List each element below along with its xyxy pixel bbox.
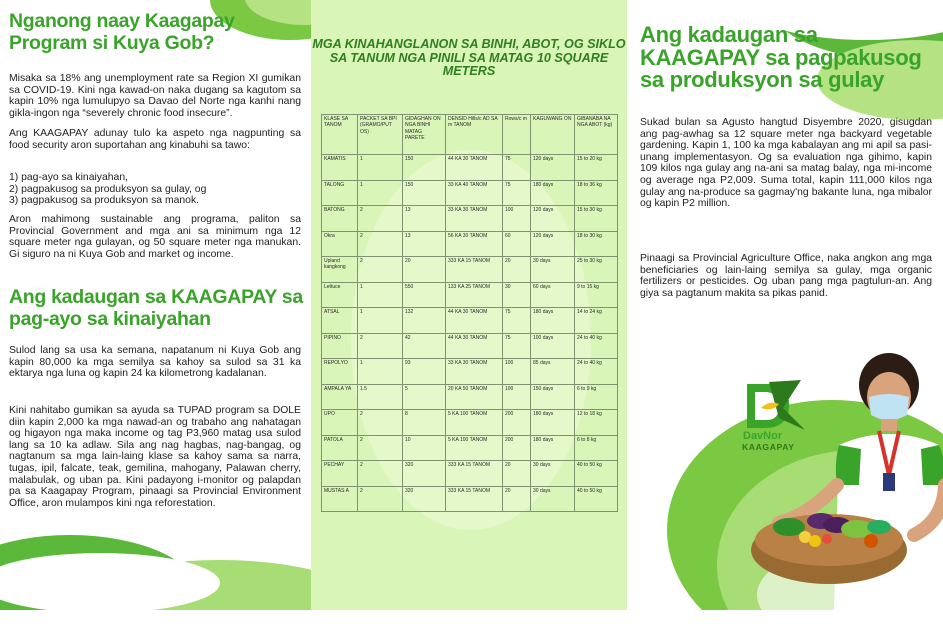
panel-right bbox=[627, 0, 943, 610]
table-cell: 120 days bbox=[531, 206, 575, 232]
table-cell: 6 to 8 kg bbox=[575, 435, 618, 461]
table-cell: 180 days bbox=[531, 410, 575, 436]
table-cell: 30 days bbox=[531, 461, 575, 487]
table-cell: 56 KA 30 TANOM bbox=[446, 231, 503, 257]
table-cell: 1 bbox=[358, 282, 403, 308]
table-cell: TALONG bbox=[322, 180, 358, 206]
table-cell: 13 bbox=[403, 231, 446, 257]
column-header: GIBANABA NA NGA ABOT (kg) bbox=[575, 115, 618, 155]
table-cell: 33 KA 30 TANOM bbox=[446, 359, 503, 385]
table-cell: 10 bbox=[403, 435, 446, 461]
table-cell: 40 to 50 kg bbox=[575, 461, 618, 487]
paragraph-backyard-gardening: Sukad bulan sa Agusto hangtud Disyembre 2020, gisugdan ang pag-awhag sa 12 square meter nga backyard vegetable gardening. Kapin 1, 100 ka mga kabalayan ang mi apil sa pasi-unang implementasyon. Og sa evaluation nga gihimo, kapin 109 kilos nga gulay ang na-ani sa matag balay, nga mi-income og average nga P2,009. Suma total, kapin 111,000 kilos nga gulay ang na-produce sa gagmay'ng bakante luna, nga mibalor og kapin P2 million. bbox=[640, 117, 932, 210]
table-row bbox=[322, 180, 618, 206]
table-row bbox=[322, 308, 618, 334]
table-cell: 150 days bbox=[531, 384, 575, 410]
table-cell: Upland kangkong bbox=[322, 257, 358, 283]
table-cell: 333 KA 15 TANOM bbox=[446, 461, 503, 487]
table-cell: 2 bbox=[358, 410, 403, 436]
table-row bbox=[322, 384, 618, 410]
table-cell: 132 bbox=[403, 308, 446, 334]
table-cell: 33 KA 40 TANOM bbox=[446, 180, 503, 206]
table-row bbox=[322, 410, 618, 436]
table-cell: 1 bbox=[358, 359, 403, 385]
logo-text-kaagapay: KAAGAPAY bbox=[742, 442, 795, 452]
table-cell: 320 bbox=[403, 461, 446, 487]
table-row bbox=[322, 333, 618, 359]
column-header: PACKET SA BPI (GRAMO/PUT OS) bbox=[358, 115, 403, 155]
heading-kinaiyahan: Ang kadaugan sa KAAGAPAY sa pag-ayo sa kinaiyahan bbox=[9, 286, 303, 330]
table-cell: 44 KA 30 TANOM bbox=[446, 333, 503, 359]
table-cell: 75 bbox=[503, 180, 531, 206]
table-cell: 20 KA 50 TANOM bbox=[446, 384, 503, 410]
table-cell: 1 bbox=[358, 308, 403, 334]
paragraph-seedlings: Sulod lang sa usa ka semana, napatanum ni Kuya Gob ang kapin 80,000 ka mga semilya sa kahoy sa sulod sa 31 ka ektarya nga luna og kapin 24 ka kilometrong kadalanan. bbox=[9, 345, 301, 380]
table-cell: 44 KA 30 TANOM bbox=[446, 155, 503, 181]
table-cell: 93 bbox=[403, 359, 446, 385]
table-cell: 180 days bbox=[531, 180, 575, 206]
table-cell: 100 bbox=[503, 359, 531, 385]
table-cell: 44 KA 30 TANOM bbox=[446, 308, 503, 334]
table-cell: AMPALA YA bbox=[322, 384, 358, 410]
table-cell: 2 bbox=[358, 231, 403, 257]
table-cell: 2 bbox=[358, 461, 403, 487]
table-cell: 180 days bbox=[531, 308, 575, 334]
table-cell: 120 days bbox=[531, 155, 575, 181]
table-cell: 14 to 24 kg bbox=[575, 308, 618, 334]
aspect-list bbox=[9, 172, 206, 207]
table-cell: PATOLA bbox=[322, 435, 358, 461]
table-cell: 15 to 20 kg bbox=[575, 155, 618, 181]
table-cell: 40 to 50 kg bbox=[575, 486, 618, 512]
table-row bbox=[322, 461, 618, 487]
table-cell: Okra bbox=[322, 231, 358, 257]
table-cell: 18 to 30 kg bbox=[575, 231, 618, 257]
table-row bbox=[322, 435, 618, 461]
table-cell: REPOLYO bbox=[322, 359, 358, 385]
table-cell: 20 bbox=[403, 257, 446, 283]
column-header: KAGUWANG ON bbox=[531, 115, 575, 155]
table-cell: UPO bbox=[322, 410, 358, 436]
table-cell: BATONG bbox=[322, 206, 358, 232]
table-row bbox=[322, 231, 618, 257]
paragraph-agriculture-office: Pinaagi sa Provincial Agriculture Office, naka angkon ang mga beneficiaries og lain-laing semilya sa gulay, mga organic fertilizers or pesticides. Og uban pang mga pagtulun-an. Ang giya sa pagtanum makita sa pikas panid. bbox=[640, 253, 932, 299]
panel-middle bbox=[311, 0, 627, 610]
table-cell: 5 KA 100 TANOM bbox=[446, 435, 503, 461]
table-cell: 20 bbox=[503, 461, 531, 487]
table-cell: 100 bbox=[503, 384, 531, 410]
table-cell: 2 bbox=[358, 206, 403, 232]
column-header: GIDAGHAN ON NGA BINHI MATAG PARETE bbox=[403, 115, 446, 155]
table-cell: 60 bbox=[503, 231, 531, 257]
table-cell: 9 to 15 kg bbox=[575, 282, 618, 308]
table-cell: 2 bbox=[358, 257, 403, 283]
paragraph-tupad: Kini nahitabo gumikan sa ayuda sa TUPAD program sa DOLE diin kapin 2,000 ka mga nawad-an og trabaho ang nahatagan og higayon nga maka income og tag P3,960 matag usa sulod lang sa 10 ka adlaw. Sila ang nag hagbas, nag-bangag, og nagtanum sa mga lain-laing klase sa kahoy sama sa narra, tugas, ipil, falcate, teak, gemilina, mahogany, Palawan cherry, malabulak, og uban pa. Kini padayong i-monitor og palapdan pa sa Kaagapay Program, pinaagi sa Provincial Environment Office, aron mulampos kini nga reforestation. bbox=[9, 405, 301, 509]
table-cell: PECHAY bbox=[322, 461, 358, 487]
table-cell: 75 bbox=[503, 308, 531, 334]
table-cell: 150 bbox=[403, 180, 446, 206]
decorative-wave-bottom-white bbox=[0, 553, 220, 610]
list-item: 3) pagpakusog sa produksyon sa manok. bbox=[9, 195, 200, 207]
table-cell: 2 bbox=[358, 435, 403, 461]
table-cell: 550 bbox=[403, 282, 446, 308]
table-cell: 12 to 18 kg bbox=[575, 410, 618, 436]
table-cell: 8 bbox=[403, 410, 446, 436]
table-cell: 15 to 30 kg bbox=[575, 206, 618, 232]
table-cell: 85 days bbox=[531, 359, 575, 385]
table-cell: 5 KA 100 TANOM bbox=[446, 410, 503, 436]
table-cell: 33 KA 30 TANOM bbox=[446, 206, 503, 232]
table-cell: 30 days bbox=[531, 257, 575, 283]
table-cell: 2 bbox=[358, 486, 403, 512]
table-cell: ATSAL bbox=[322, 308, 358, 334]
table-cell: 333 KA 15 TANOM bbox=[446, 486, 503, 512]
table-cell: 333 KA 15 TANOM bbox=[446, 257, 503, 283]
farmer-with-vegetable-basket-image bbox=[739, 345, 943, 610]
seed-requirements-table bbox=[321, 114, 618, 512]
table-row bbox=[322, 282, 618, 308]
table-row bbox=[322, 359, 618, 385]
column-header: KLASE SA TANOM bbox=[322, 115, 358, 155]
table-cell: 200 bbox=[503, 410, 531, 436]
paragraph-sustainable: Aron mahimong sustainable ang programa, paliton sa Provincial Government and mga ani sa minimum nga 12 square meter nga gulayan, og 50 square meter nga manukan. Gi siguro na ni Kuya Gob and market og income. bbox=[9, 214, 301, 260]
table-cell: KAMATIS bbox=[322, 155, 358, 181]
heading-produksyon-gulay: Ang kadaugan sa KAAGAPAY sa pagpakusog sa produksyon sa gulay bbox=[640, 22, 922, 92]
table-cell: 1 bbox=[358, 155, 403, 181]
table-cell: 120 days bbox=[531, 231, 575, 257]
table-cell: 1 bbox=[358, 180, 403, 206]
table-cell: 24 to 40 kg bbox=[575, 359, 618, 385]
table-cell: 150 bbox=[403, 155, 446, 181]
table-cell: 25 to 30 kg bbox=[575, 257, 618, 283]
panel-left bbox=[0, 0, 311, 610]
table-cell: 30 days bbox=[531, 486, 575, 512]
list-item: 2) pagpakusog sa produksyon sa gulay, og bbox=[9, 183, 207, 195]
table-row bbox=[322, 155, 618, 181]
table-cell: 75 bbox=[503, 333, 531, 359]
table-cell: 30 bbox=[503, 282, 531, 308]
table-cell: 5 bbox=[403, 384, 446, 410]
table-row bbox=[322, 486, 618, 512]
logo-text-davnor: DavNor bbox=[743, 430, 783, 442]
table-cell: 13 bbox=[403, 206, 446, 232]
column-header: DENSID Hills/c AD SA m TANOM bbox=[446, 115, 503, 155]
paragraph-three-aspects: Ang KAAGAPAY adunay tulo ka aspeto nga nagpunting sa food security aron suportahan ang kinabuhi sa tawo: bbox=[9, 128, 301, 151]
table-cell: 133 KA 25 TANOM bbox=[446, 282, 503, 308]
heading-kaagapay-program: Nganong naay Kaagapay Program si Kuya Gob? bbox=[9, 10, 235, 54]
table-cell: MUSTAS A bbox=[322, 486, 358, 512]
table-row bbox=[322, 206, 618, 232]
table-cell: 100 bbox=[503, 206, 531, 232]
table-cell: 100 days bbox=[531, 333, 575, 359]
table-title: MGA KINAHANGLANON SA BINHI, ABOT, OG SIKLO SA TANUM NGA PINILI SA MATAG 10 SQUARE METERS bbox=[312, 37, 626, 79]
table-cell: 320 bbox=[403, 486, 446, 512]
table-cell: 60 days bbox=[531, 282, 575, 308]
table-cell: 1.5 bbox=[358, 384, 403, 410]
list-item: 1) pag-ayo sa kinaiyahan, bbox=[9, 172, 128, 183]
table-cell: 200 bbox=[503, 435, 531, 461]
table-cell: 24 to 40 kg bbox=[575, 333, 618, 359]
table-cell: Lettuce bbox=[322, 282, 358, 308]
table-cell: 20 bbox=[503, 486, 531, 512]
column-header: Rows/c m bbox=[503, 115, 531, 155]
table-cell: 6 to 9 kg bbox=[575, 384, 618, 410]
table-header-row bbox=[322, 115, 618, 155]
paragraph-unemployment: Misaka sa 18% ang unemployment rate sa Region XI gumikan sa COVID-19. Kini nga kawad-on naka dugang sa kagutom sa kapin 10% nga lumulupyo sa Davao del Norte nga kanhi nang gikla-ingon nga “severely chronic food insecure”. bbox=[9, 73, 301, 119]
table-cell: PIPINO bbox=[322, 333, 358, 359]
table-cell: 20 bbox=[503, 257, 531, 283]
table-cell: 180 days bbox=[531, 435, 575, 461]
table-cell: 18 to 36 kg bbox=[575, 180, 618, 206]
table-cell: 75 bbox=[503, 155, 531, 181]
table-cell: 2 bbox=[358, 333, 403, 359]
table-row bbox=[322, 257, 618, 283]
table-cell: 42 bbox=[403, 333, 446, 359]
